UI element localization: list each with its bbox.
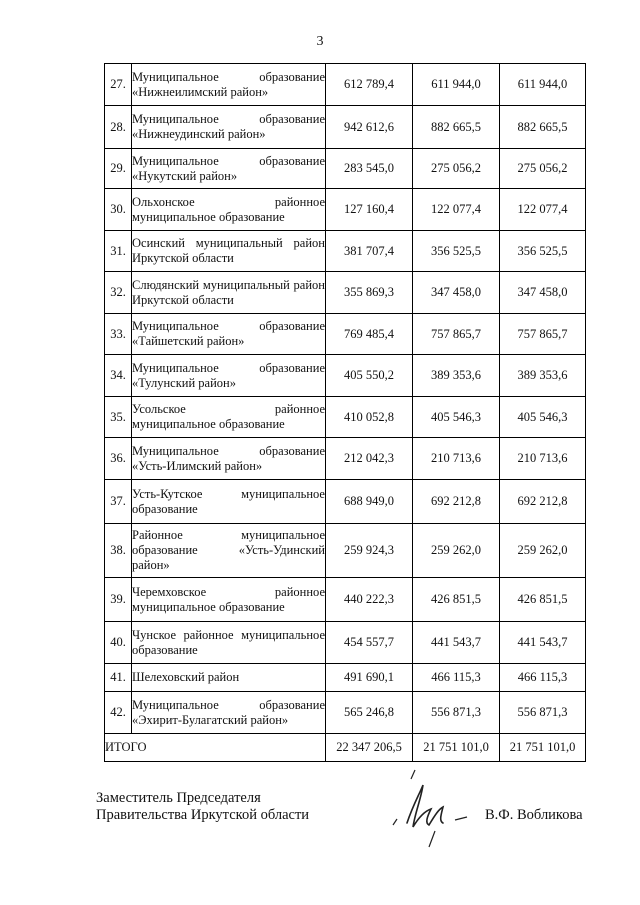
value-col3: 426 851,5 <box>500 578 586 622</box>
value-col1: 212 042,3 <box>326 438 413 480</box>
district-name: Черемховское районное муниципальное образование <box>132 578 326 622</box>
total-label: ИТОГО <box>105 734 326 762</box>
value-col2: 389 353,6 <box>413 355 500 397</box>
row-number: 30. <box>105 189 132 231</box>
value-col1: 769 485,4 <box>326 314 413 355</box>
total-row <box>105 734 586 762</box>
value-col1: 942 612,6 <box>326 106 413 149</box>
value-col1: 565 246,8 <box>326 692 413 734</box>
value-col1: 405 550,2 <box>326 355 413 397</box>
value-col2: 347 458,0 <box>413 272 500 314</box>
value-col1: 381 707,4 <box>326 231 413 272</box>
district-name: Муниципальное образование «Нижнеудинский район» <box>132 106 326 149</box>
table-row <box>105 64 586 106</box>
table-row <box>105 231 586 272</box>
district-name: Усть-Кутское муниципальное образование <box>132 480 326 524</box>
total-value-2: 21 751 101,0 <box>413 734 500 762</box>
row-number: 36. <box>105 438 132 480</box>
value-col3: 210 713,6 <box>500 438 586 480</box>
row-number: 39. <box>105 578 132 622</box>
value-col3: 356 525,5 <box>500 231 586 272</box>
table-row <box>105 578 586 622</box>
district-name: Слюдянский муниципальный район Иркутской области <box>132 272 326 314</box>
row-number: 27. <box>105 64 132 106</box>
row-number: 32. <box>105 272 132 314</box>
district-name: Муниципальное образование «Эхирит-Булагатский район» <box>132 692 326 734</box>
district-name: Муниципальное образование «Нижнеилимский район» <box>132 64 326 106</box>
value-col1: 127 160,4 <box>326 189 413 231</box>
signatory-name: В.Ф. Вобликова <box>485 807 583 823</box>
table-row <box>105 106 586 149</box>
row-number: 35. <box>105 397 132 438</box>
table-row <box>105 692 586 734</box>
value-col3: 389 353,6 <box>500 355 586 397</box>
table-row <box>105 189 586 231</box>
value-col2: 556 871,3 <box>413 692 500 734</box>
value-col2: 275 056,2 <box>413 149 500 189</box>
district-name: Муниципальное образование «Тайшетский район» <box>132 314 326 355</box>
value-col1: 688 949,0 <box>326 480 413 524</box>
value-col3: 882 665,5 <box>500 106 586 149</box>
row-number: 38. <box>105 524 132 578</box>
total-value-1: 22 347 206,5 <box>326 734 413 762</box>
value-col3: 405 546,3 <box>500 397 586 438</box>
table-row <box>105 438 586 480</box>
value-col3: 466 115,3 <box>500 664 586 692</box>
value-col2: 882 665,5 <box>413 106 500 149</box>
total-value-3: 21 751 101,0 <box>500 734 586 762</box>
value-col3: 275 056,2 <box>500 149 586 189</box>
row-number: 31. <box>105 231 132 272</box>
district-name: Муниципальное образование «Нукутский район» <box>132 149 326 189</box>
table-row <box>105 314 586 355</box>
table-row <box>105 664 586 692</box>
signatory-position-line2: Правительства Иркутской области <box>96 807 310 823</box>
page-number: 3 <box>316 34 324 49</box>
value-col1: 440 222,3 <box>326 578 413 622</box>
district-name: Муниципальное образование «Усть-Илимский район» <box>132 438 326 480</box>
table-row <box>105 480 586 524</box>
value-col2: 692 212,8 <box>413 480 500 524</box>
district-name: Шелеховский район <box>132 664 326 692</box>
value-col2: 259 262,0 <box>413 524 500 578</box>
value-col1: 410 052,8 <box>326 397 413 438</box>
district-name: Чунское районное муниципальное образование <box>132 622 326 664</box>
row-number: 40. <box>105 622 132 664</box>
value-col2: 122 077,4 <box>413 189 500 231</box>
table-row <box>105 524 586 578</box>
table-body <box>105 64 586 734</box>
value-col3: 757 865,7 <box>500 314 586 355</box>
row-number: 42. <box>105 692 132 734</box>
table-row <box>105 397 586 438</box>
table-row <box>105 622 586 664</box>
value-col3: 259 262,0 <box>500 524 586 578</box>
value-col2: 611 944,0 <box>413 64 500 106</box>
budget-table <box>104 63 586 762</box>
value-col3: 692 212,8 <box>500 480 586 524</box>
value-col1: 355 869,3 <box>326 272 413 314</box>
value-col2: 466 115,3 <box>413 664 500 692</box>
value-col2: 210 713,6 <box>413 438 500 480</box>
value-col3: 122 077,4 <box>500 189 586 231</box>
value-col3: 556 871,3 <box>500 692 586 734</box>
value-col1: 283 545,0 <box>326 149 413 189</box>
table-row <box>105 272 586 314</box>
handwritten-signature <box>385 765 475 855</box>
row-number: 34. <box>105 355 132 397</box>
district-name: Муниципальное образование «Тулунский район» <box>132 355 326 397</box>
value-col3: 441 543,7 <box>500 622 586 664</box>
value-col2: 441 543,7 <box>413 622 500 664</box>
row-number: 28. <box>105 106 132 149</box>
value-col1: 259 924,3 <box>326 524 413 578</box>
row-number: 37. <box>105 480 132 524</box>
value-col1: 612 789,4 <box>326 64 413 106</box>
table-row <box>105 355 586 397</box>
value-col1: 491 690,1 <box>326 664 413 692</box>
value-col3: 347 458,0 <box>500 272 586 314</box>
district-name: Осинский муниципальный район Иркутской области <box>132 231 326 272</box>
value-col2: 356 525,5 <box>413 231 500 272</box>
value-col2: 405 546,3 <box>413 397 500 438</box>
table-row <box>105 149 586 189</box>
district-name: Районное муниципальное образование «Усть-Удинский район» <box>132 524 326 578</box>
value-col2: 426 851,5 <box>413 578 500 622</box>
district-name: Ольхонское районное муниципальное образование <box>132 189 326 231</box>
value-col1: 454 557,7 <box>326 622 413 664</box>
row-number: 29. <box>105 149 132 189</box>
row-number: 33. <box>105 314 132 355</box>
value-col3: 611 944,0 <box>500 64 586 106</box>
district-name: Усольское районное муниципальное образование <box>132 397 326 438</box>
row-number: 41. <box>105 664 132 692</box>
signatory-position-line1: Заместитель Председателя <box>96 790 261 806</box>
value-col2: 757 865,7 <box>413 314 500 355</box>
